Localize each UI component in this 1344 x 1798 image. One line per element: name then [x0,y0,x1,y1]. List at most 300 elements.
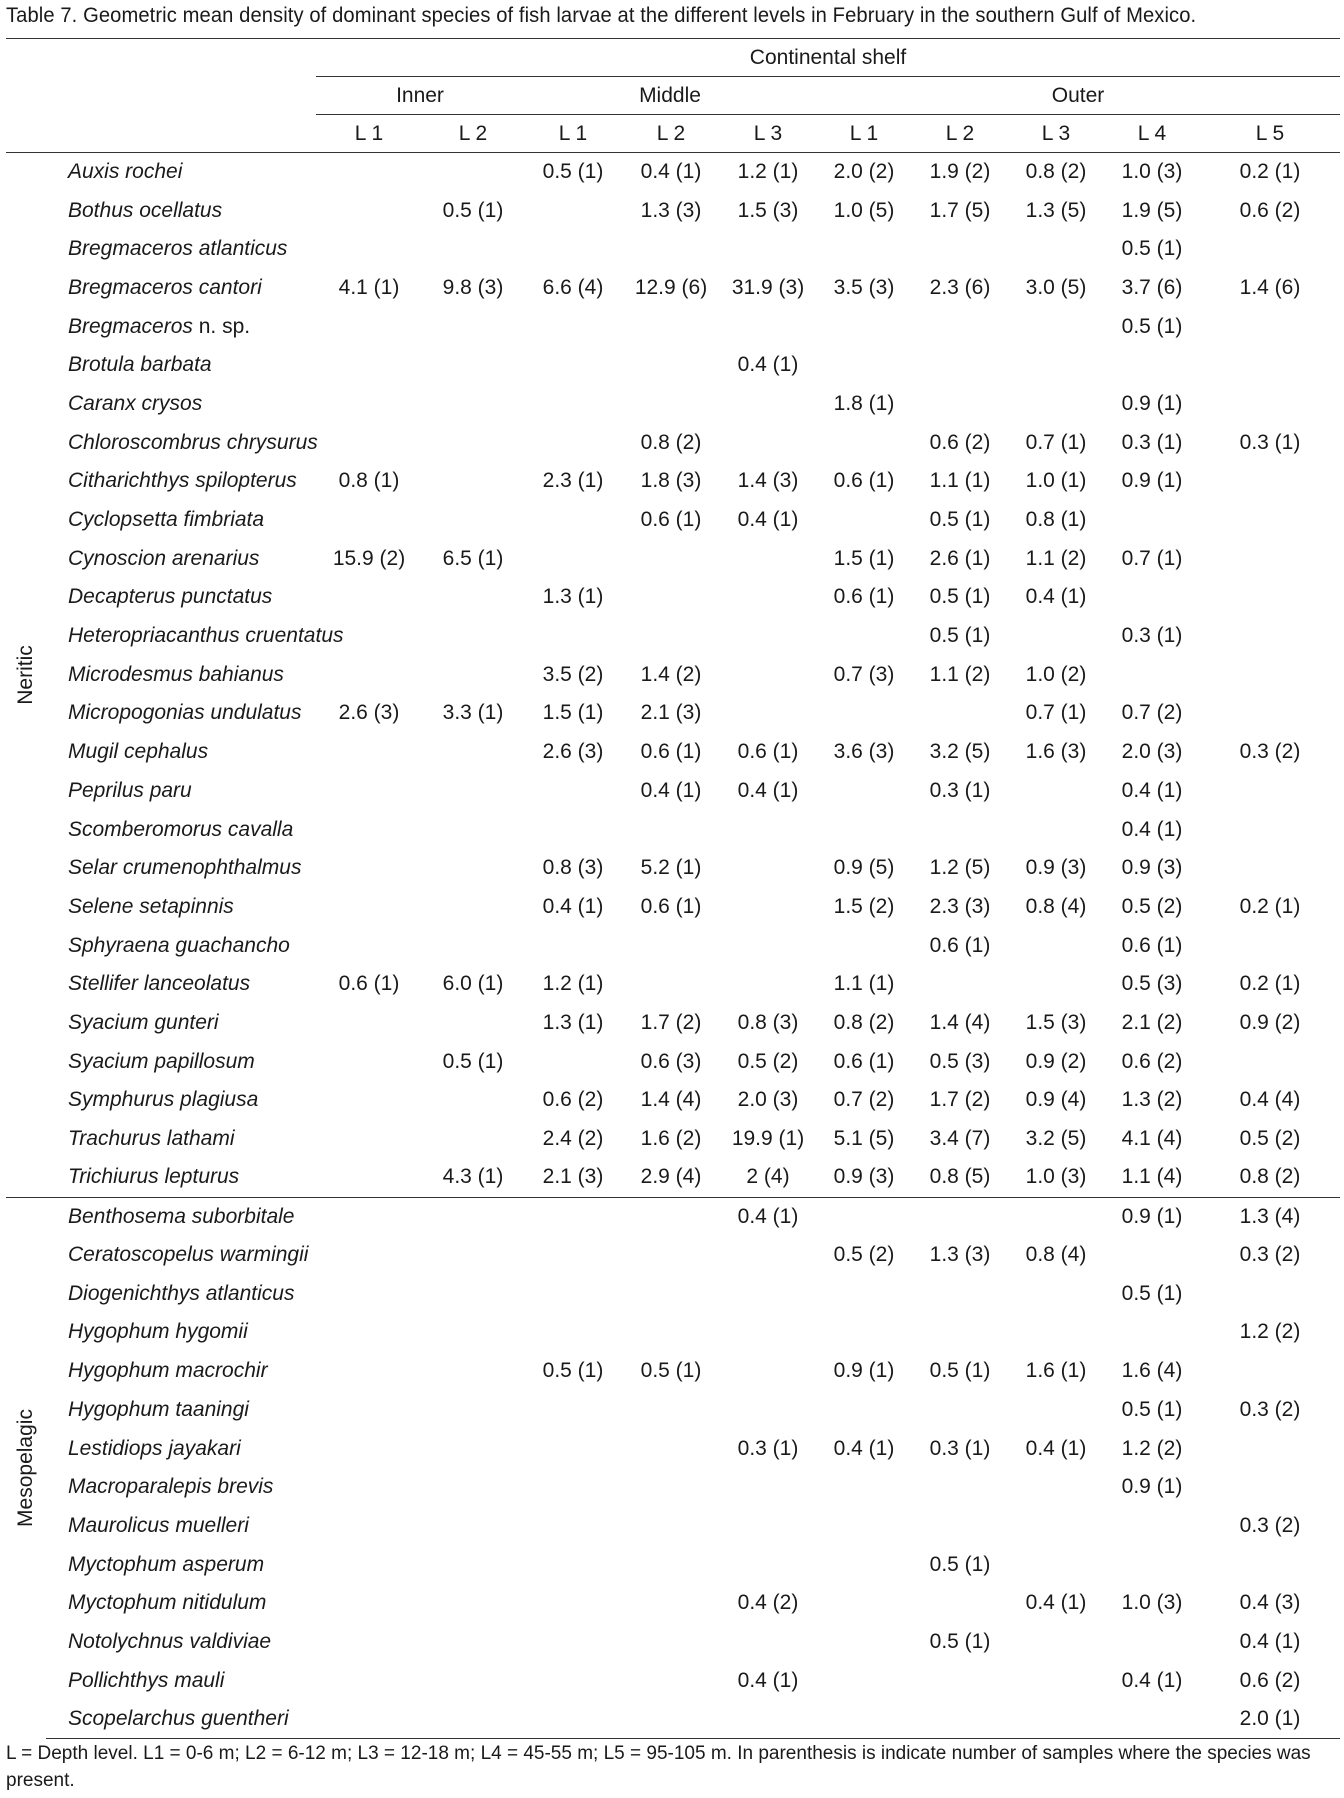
density-cell: 2.3 (6) [929,275,991,299]
density-cell [524,346,622,385]
density-cell [1008,1468,1104,1507]
density-cell: 1.2 (1) [542,972,604,996]
species-name [46,1274,316,1313]
density-cell [422,1468,524,1507]
density-cell: 0.4 (1) [640,778,702,802]
species-name-text: Citharichthys spilopterus [68,469,297,493]
density-cell [316,1197,422,1236]
density-cell [720,1468,816,1507]
density-cell: 0.8 (2) [833,1010,895,1034]
density-cell [316,501,422,540]
density-cell [720,1352,816,1391]
density-cell [1104,1700,1200,1739]
density-cell [816,1661,912,1700]
density-cell: 0.3 (1) [737,1436,799,1460]
density-cell: 1.5 (3) [1025,1010,1087,1034]
species-name [46,578,316,617]
density-cell [1104,501,1200,540]
species-name-text: Benthosema suborbitale [68,1204,295,1228]
table-row [6,1004,1340,1043]
density-cell: 0.4 (1) [1121,817,1183,841]
density-cell: 0.3 (2) [1239,1397,1301,1421]
density-cell [816,1274,912,1313]
density-cell [524,1661,622,1700]
table-row [6,153,1340,192]
table-row [6,849,1340,888]
group-header-middle: Middle [524,77,816,115]
species-name [46,810,316,849]
density-cell [1008,1545,1104,1584]
species-name [46,1545,316,1584]
density-cell [720,810,816,849]
table-row [6,1545,1340,1584]
species-name-text: Syacium gunteri [68,1010,219,1034]
density-cell [1104,1507,1200,1546]
density-cell: 0.8 (1) [1025,508,1087,532]
table-row [6,191,1340,230]
density-cell: 0.4 (1) [737,353,799,377]
density-cell: 1.3 (3) [640,198,702,222]
species-name-text: Myctophum asperum [68,1552,265,1576]
table-row [6,307,1340,346]
density-cell [816,1623,912,1662]
species-name [46,655,316,694]
table-row [6,772,1340,811]
density-cell [1104,1236,1200,1275]
density-cell: 12.9 (6) [634,275,708,299]
species-name-text: Myctophum nitidulum [68,1591,267,1615]
species-name-text: Macroparalepis brevis [68,1475,274,1499]
table-row [6,501,1340,540]
density-cell: 1.5 (1) [542,701,604,725]
species-name-text: Pollichthys mauli [68,1668,225,1692]
density-cell [1008,1623,1104,1662]
density-cell: 1.4 (4) [929,1010,991,1034]
density-cell [912,1700,1008,1739]
density-cell: 0.6 (2) [542,1088,604,1112]
density-cell [1200,578,1340,617]
density-cell [816,1391,912,1430]
species-name [46,1004,316,1043]
density-cell [422,307,524,346]
density-cell [816,694,912,733]
density-cell [622,810,720,849]
density-cell: 0.6 (3) [640,1049,702,1073]
density-cell [720,849,816,888]
density-cell: 0.8 (3) [542,856,604,880]
density-cell [422,1429,524,1468]
density-cell: 0.9 (3) [1025,856,1087,880]
density-cell [912,1661,1008,1700]
category-label-text: Neritic [14,645,37,705]
table-row [6,539,1340,578]
density-cell: 0.5 (1) [1121,314,1183,338]
density-cell [1200,772,1340,811]
density-cell: 0.4 (2) [737,1591,799,1615]
species-name [46,385,316,424]
density-cell [720,1313,816,1352]
density-cell [1104,1313,1200,1352]
density-cell [622,1236,720,1275]
density-table [6,38,1340,1739]
density-cell: 0.5 (1) [442,198,504,222]
table-row [6,694,1340,733]
table-row [6,578,1340,617]
density-cell [622,1429,720,1468]
density-cell: 0.5 (2) [833,1243,895,1267]
density-cell: 0.5 (1) [1121,1281,1183,1305]
density-cell [720,926,816,965]
density-cell [422,733,524,772]
density-cell: 1.1 (2) [1025,546,1087,570]
table-row [6,1584,1340,1623]
density-cell [720,578,816,617]
density-cell [524,1274,622,1313]
density-cell [422,1197,524,1236]
species-name [46,772,316,811]
density-cell [422,1391,524,1430]
header-row-levels [6,115,1340,153]
density-cell [816,810,912,849]
density-cell [422,1274,524,1313]
species-name-text: Decapterus punctatus [68,585,273,609]
species-name [46,1236,316,1275]
species-name-text: Ceratoscopelus warmingii [68,1243,309,1267]
table-row [6,655,1340,694]
density-cell [720,1507,816,1546]
density-cell [524,1507,622,1546]
species-name-text: Hygophum hygomii [68,1320,248,1344]
density-cell [1200,385,1340,424]
density-cell [316,849,422,888]
table-row [6,1158,1340,1197]
density-cell [1008,1700,1104,1739]
density-cell [524,307,622,346]
density-cell: 0.4 (1) [720,1197,816,1236]
density-cell [1200,926,1340,965]
species-name-text: Diogenichthys atlanticus [68,1281,295,1305]
species-name-text: Bregmaceros [68,314,193,338]
density-cell [912,346,1008,385]
density-cell [720,1391,816,1430]
table-row [6,423,1340,462]
density-cell: 0.3 (2) [1239,1513,1301,1537]
density-cell [316,1623,422,1662]
density-cell: 0.2 (1) [1239,894,1301,918]
density-cell [720,655,816,694]
density-cell: 0.6 (1) [833,1049,895,1073]
density-cell: 0.5 (1) [542,160,604,184]
density-cell: 0.9 (1) [1121,469,1183,493]
density-cell [622,307,720,346]
density-cell [720,1545,816,1584]
table-row [6,1236,1340,1275]
density-cell: 3.4 (7) [929,1127,991,1151]
species-name [46,1391,316,1430]
density-cell [912,1584,1008,1623]
table-row [6,1120,1340,1159]
density-cell [524,1429,622,1468]
species-name [46,1042,316,1081]
density-cell [1104,655,1200,694]
density-cell [316,1158,422,1197]
density-cell [622,230,720,269]
species-name-text: Cynoscion arenarius [68,546,260,570]
density-cell: 0.5 (1) [640,1359,702,1383]
density-cell [316,810,422,849]
density-cell: 0.4 (1) [737,508,799,532]
density-cell: 0.5 (2) [1121,894,1183,918]
density-cell: 0.9 (2) [1025,1049,1087,1073]
density-cell: 1.4 (4) [640,1088,702,1112]
density-cell: 0.3 (2) [1239,740,1301,764]
density-cell: 0.6 (2) [1239,1668,1301,1692]
density-cell: 1.7 (2) [929,1088,991,1112]
density-cell: 9.8 (3) [442,275,504,299]
level-header: L 2 [622,115,720,153]
density-cell [422,346,524,385]
species-name [46,153,316,192]
density-cell [524,772,622,811]
density-cell [622,1661,720,1700]
density-cell [422,617,524,656]
species-name-text: Bregmaceros atlanticus [68,237,288,261]
species-name-text: Scomberomorus cavalla [68,817,294,841]
species-name [46,191,316,230]
density-cell [524,385,622,424]
density-cell [316,655,422,694]
density-cell: 3.2 (5) [929,740,991,764]
density-cell: 1.2 (1) [737,160,799,184]
density-cell: 1.0 (3) [1025,1165,1087,1189]
table-row [6,965,1340,1004]
level-header: L 5 [1200,115,1340,153]
density-cell [1200,307,1340,346]
density-cell [422,501,524,540]
density-cell [1200,655,1340,694]
density-cell [316,772,422,811]
density-cell [622,926,720,965]
table-row [6,462,1340,501]
density-cell [316,191,422,230]
density-cell [816,1197,912,1236]
density-cell: 0.6 (2) [1239,198,1301,222]
density-cell [422,772,524,811]
table-row [6,346,1340,385]
header-row-top [6,39,1340,77]
density-cell [422,578,524,617]
density-cell [524,1584,622,1623]
density-cell [816,423,912,462]
density-cell: 6.5 (1) [442,546,504,570]
density-cell [1200,1429,1340,1468]
density-cell [912,965,1008,1004]
density-cell [1008,1197,1104,1236]
density-cell [622,1507,720,1546]
density-cell: 2.1 (2) [1121,1010,1183,1034]
density-cell: 2.1 (3) [542,1165,604,1189]
density-cell [1104,1545,1200,1584]
density-cell: 0.6 (1) [833,585,895,609]
density-cell: 2.0 (3) [1121,740,1183,764]
density-cell [816,1468,912,1507]
species-name [46,1468,316,1507]
density-cell [316,1429,422,1468]
density-cell [912,1468,1008,1507]
density-cell [720,617,816,656]
table-row [6,1661,1340,1700]
density-cell [816,346,912,385]
density-cell [622,1274,720,1313]
density-cell: 1.1 (2) [929,662,991,686]
density-cell [622,385,720,424]
density-cell: 0.4 (1) [1025,1591,1087,1615]
density-cell: 0.3 (1) [929,778,991,802]
species-name [46,1158,316,1197]
species-name-text: Auxis rochei [68,160,183,184]
density-cell: 0.5 (1) [542,1359,604,1383]
density-cell: 0.5 (3) [929,1049,991,1073]
density-cell: 0.8 (3) [737,1010,799,1034]
species-name [46,1352,316,1391]
density-cell [316,307,422,346]
density-cell: 2.9 (4) [640,1165,702,1189]
density-cell: 1.5 (1) [833,546,895,570]
density-cell: 0.7 (3) [833,662,895,686]
density-cell: 2.3 (1) [542,469,604,493]
species-name-text: Symphurus plagiusa [68,1088,259,1112]
density-cell: 0.8 (2) [1025,160,1087,184]
density-cell [316,1236,422,1275]
density-cell: 1.0 (1) [1025,469,1087,493]
density-cell [524,230,622,269]
species-name [46,269,316,308]
species-name [46,1313,316,1352]
density-cell [720,385,816,424]
table-row [6,230,1340,269]
species-name-text: Bregmaceros cantori [68,275,262,299]
density-cell: 1.3 (1) [542,1010,604,1034]
density-cell [316,385,422,424]
species-name [46,1081,316,1120]
species-name [46,694,316,733]
species-name [46,733,316,772]
density-cell [816,1545,912,1584]
group-header-inner: Inner [316,77,524,115]
density-cell: 1.7 (5) [929,198,991,222]
density-cell: 1.6 (3) [1025,740,1087,764]
density-cell [1200,501,1340,540]
density-cell [816,772,912,811]
density-cell [422,888,524,927]
density-cell: 3.3 (1) [442,701,504,725]
density-cell: 0.9 (1) [1104,1197,1200,1236]
density-cell: 3.6 (3) [833,740,895,764]
density-cell: 19.9 (1) [731,1127,805,1151]
density-cell [422,230,524,269]
density-cell [316,1700,422,1739]
density-cell [720,1274,816,1313]
table-row [6,1507,1340,1546]
level-header: L 1 [316,115,422,153]
density-cell [524,539,622,578]
species-name [46,1197,316,1236]
density-cell: 1.5 (3) [737,198,799,222]
density-cell [422,1661,524,1700]
density-cell [912,1197,1008,1236]
density-cell: 1.1 (1) [833,972,895,996]
density-cell [622,578,720,617]
density-cell [622,617,720,656]
density-cell [316,1584,422,1623]
species-name-text: Stellifer lanceolatus [68,972,251,996]
density-cell [1008,1661,1104,1700]
density-cell [316,1391,422,1430]
density-cell: 0.4 (4) [1239,1088,1301,1112]
species-name-text: Syacium papillosum [68,1049,255,1073]
density-cell: 0.9 (1) [1121,391,1183,415]
density-cell: 1.4 (2) [640,662,702,686]
density-cell: 1.0 (2) [1025,662,1087,686]
density-cell [1200,1274,1340,1313]
level-header: L 1 [816,115,912,153]
species-name-text: Hygophum taaningi [68,1397,249,1421]
density-cell: 2.3 (3) [929,894,991,918]
density-cell: 2.6 (1) [929,546,991,570]
density-cell: 1.9 (2) [929,160,991,184]
density-cell [524,1197,622,1236]
density-cell: 0.3 (1) [1121,430,1183,454]
density-cell [816,1700,912,1739]
species-name [46,1700,316,1739]
species-name [46,926,316,965]
density-cell [1200,346,1340,385]
species-name [46,1507,316,1546]
density-cell [816,1584,912,1623]
density-cell [816,307,912,346]
density-cell [422,1623,524,1662]
density-cell: 0.5 (1) [929,1629,991,1653]
density-cell [316,346,422,385]
category-label [6,153,46,1198]
density-cell: 2.6 (3) [542,740,604,764]
density-cell: 2.0 (1) [1200,1700,1340,1739]
density-cell: 0.6 (1) [640,508,702,532]
density-cell [720,694,816,733]
density-cell: 0.8 (4) [1025,1243,1087,1267]
density-cell [816,230,912,269]
density-cell [422,1700,524,1739]
density-cell [622,346,720,385]
density-cell [316,733,422,772]
density-cell: 0.3 (1) [1239,430,1301,454]
density-cell [422,462,524,501]
density-cell [422,1004,524,1043]
density-cell [524,810,622,849]
species-name-text: Mugil cephalus [68,740,209,764]
group-header-outer: Outer [816,77,1340,115]
density-cell [912,385,1008,424]
density-cell: 0.4 (1) [1239,1629,1301,1653]
density-cell: 0.4 (1) [1025,1436,1087,1460]
density-cell [422,810,524,849]
density-cell [316,1042,422,1081]
density-cell: 0.4 (1) [1025,585,1087,609]
density-cell: 1.2 (5) [929,856,991,880]
density-cell [1008,965,1104,1004]
density-cell [720,1236,816,1275]
density-cell [524,191,622,230]
